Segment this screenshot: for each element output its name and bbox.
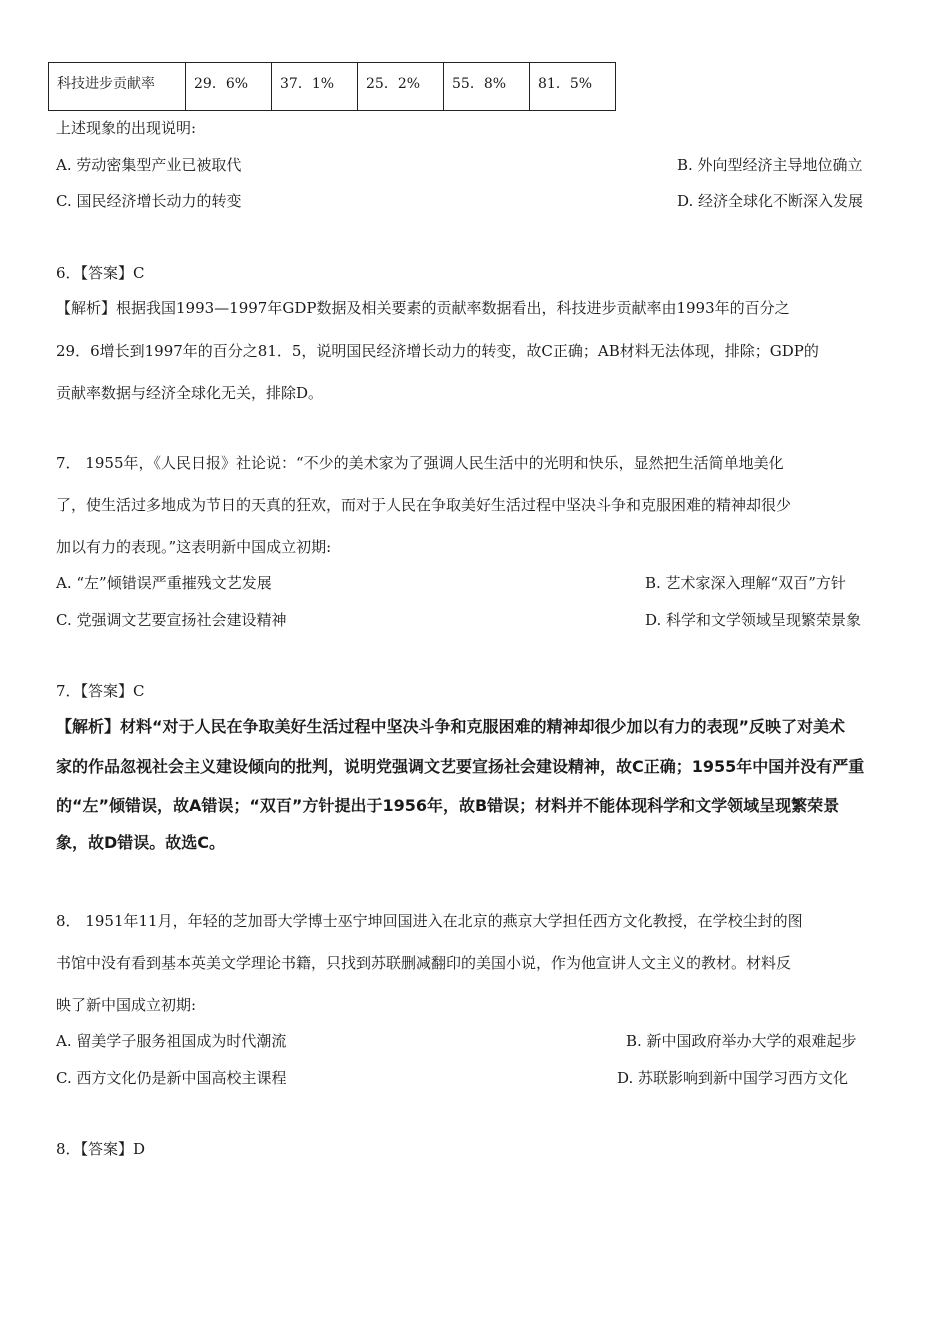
a7-answer: 7．【答案】C <box>56 682 145 700</box>
q7-option-c: C. 党强调文艺要宣扬社会建设精神 <box>56 611 287 629</box>
a7-analysis-line-4: 象，故D错误。故选C。 <box>56 833 226 852</box>
q7-option-b: B. 艺术家深入理解“双百”方针 <box>645 574 846 592</box>
table-row <box>49 63 616 111</box>
table-cell: 29．6% <box>186 63 272 111</box>
table-row-label: 科技进步贡献率 <box>49 63 186 111</box>
a6-analysis-line-2: 29．6增长到1997年的百分之81．5，说明国民经济增长动力的转变，故C正确；AB材料无法体现，排除；GDP的 <box>56 342 819 360</box>
a7-analysis-line-2: 家的作品忽视社会主义建设倾向的批判，说明党强调文艺要宣扬社会建设精神，故C正确；1955年中国并没有严重 <box>56 757 865 776</box>
q8-option-d: D. 苏联影响到新中国学习西方文化 <box>617 1069 849 1087</box>
q5-option-a: A. 劳动密集型产业已被取代 <box>56 156 242 174</box>
a7-analysis-line-1: 【解析】材料“对于人民在争取美好生活过程中坚决斗争和克服困难的精神却很少加以有力的表现”反映了对美术 <box>56 717 846 736</box>
a7-analysis-line-3: 的“左”倾错误，故A错误；“双百”方针提出于1956年，故B错误；材料并不能体现科学和文学领域呈现繁荣景 <box>56 796 840 815</box>
q8-stem-line-3: 映了新中国成立初期: <box>56 996 197 1014</box>
a6-answer: 6．【答案】C <box>56 264 145 282</box>
q5-option-d: D. 经济全球化不断深入发展 <box>677 192 864 210</box>
table-cell: 55．8% <box>444 63 530 111</box>
q7-stem-line-1: 7． 1955年，《人民日报》社论说：“不少的美术家为了强调人民生活中的光明和快乐，显然把生活简单地美化 <box>56 454 784 472</box>
q7-option-a: A. “左”倾错误严重摧残文艺发展 <box>56 574 272 592</box>
a6-analysis-line-3: 贡献率数据与经济全球化无关，排除D。 <box>56 384 324 402</box>
q8-stem-line-2: 书馆中没有看到基本英美文学理论书籍，只找到苏联删减翻印的美国小说，作为他宣讲人文主义的教材。材料反 <box>56 954 792 972</box>
table-cell: 25．2% <box>358 63 444 111</box>
q5-option-b: B. 外向型经济主导地位确立 <box>677 156 863 174</box>
table-cell: 37．1% <box>272 63 358 111</box>
q8-stem-line-1: 8． 1951年11月，年轻的芝加哥大学博士巫宁坤回国进入在北京的燕京大学担任西方文化教授，在学校尘封的图 <box>56 912 803 930</box>
q8-option-b: B. 新中国政府举办大学的艰难起步 <box>626 1032 857 1050</box>
q7-stem-line-3: 加以有力的表现。”这表明新中国成立初期: <box>56 538 332 556</box>
q7-option-d: D. 科学和文学领域呈现繁荣景象 <box>645 611 862 629</box>
q8-option-c: C. 西方文化仍是新中国高校主课程 <box>56 1069 287 1087</box>
q7-stem-line-2: 了，使生活过多地成为节日的天真的狂欢，而对于人民在争取美好生活过程中坚决斗争和克服困难的精神却很少 <box>56 496 792 514</box>
contribution-rate-table <box>48 62 616 111</box>
q8-option-a: A. 留美学子服务祖国成为时代潮流 <box>56 1032 287 1050</box>
table-cell: 81．5% <box>530 63 616 111</box>
a6-analysis-line-1: 【解析】根据我国1993—1997年GDP数据及相关要素的贡献率数据看出，科技进步贡献率由1993年的百分之 <box>56 299 790 317</box>
q5-stem-tail: 上述现象的出现说明: <box>56 119 197 137</box>
a8-answer: 8．【答案】D <box>56 1140 146 1158</box>
q5-option-c: C. 国民经济增长动力的转变 <box>56 192 242 210</box>
